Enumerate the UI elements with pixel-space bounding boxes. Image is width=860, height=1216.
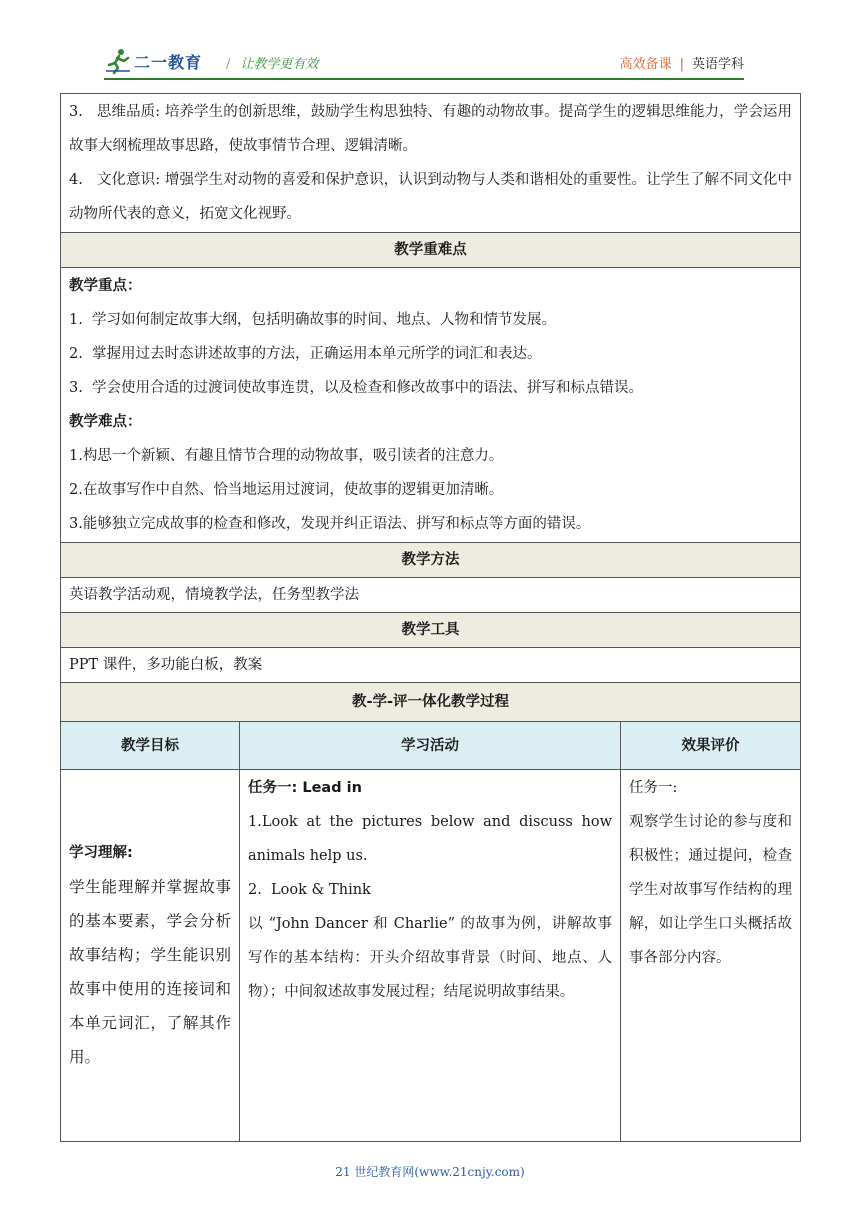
- slogan: [226, 53, 318, 72]
- methods-row: [61, 578, 801, 613]
- header-efficient-prep: 高效备课: [619, 57, 672, 72]
- activity-cell: [240, 770, 621, 1142]
- header-subject: [620, 53, 744, 72]
- column-header-evaluation: 效果评价: [621, 722, 801, 770]
- difficulty-item: 3.能够独立完成故事的检查和修改，发现并纠正语法、拼写和标点等方面的错误。: [69, 516, 591, 532]
- slash-divider: /: [226, 57, 231, 72]
- key-points-cell: [61, 268, 801, 543]
- tools-header-row: [61, 613, 801, 648]
- difficulty-item: 2.在故事写作中自然、恰当地运用过渡词，使故事的逻辑更加清晰。: [69, 482, 504, 498]
- column-header-goals: 教学目标: [61, 722, 240, 770]
- methods-content: 英语教学活动观，情境教学法，任务型教学法: [61, 578, 801, 613]
- objective-item: 3. 思维品质: 培养学生的创新思维，鼓励学生构思独特、有趣的动物故事。提高学生的逻辑思维能力，学会运用故事大纲梳理故事思路，使故事情节合理、逻辑清晰。: [69, 104, 792, 154]
- key-points-title: 教学重难点: [61, 233, 801, 268]
- tools-content: PPT 课件，多功能白板，教案: [61, 648, 801, 683]
- tools-title: 教学工具: [61, 613, 801, 648]
- objective-item: 4. 文化意识: 增强学生对动物的喜爱和保护意识，认识到动物与人类和谐相处的重要性。让学生了解不同文化中动物所代表的意义，拓宽文化视野。: [69, 172, 792, 222]
- header-separator: |: [679, 57, 684, 72]
- process-columns-row: [61, 722, 801, 770]
- key-points-row: [61, 268, 801, 543]
- focus-label: 教学重点：: [69, 278, 142, 294]
- header-divider-line: [104, 78, 744, 80]
- goal-label: 学习理解:: [69, 845, 133, 861]
- tools-row: [61, 648, 801, 683]
- column-header-activities: 学习活动: [240, 722, 621, 770]
- evaluation-cell: [621, 770, 801, 1142]
- lesson-plan-table: [60, 93, 801, 1142]
- process-task-row: [61, 770, 801, 1142]
- focus-item: 3. 学会使用合适的过渡词使故事连贯，以及检查和修改故事中的语法、拼写和标点错误。: [69, 380, 644, 396]
- activity-line: 1.Look at the pictures below and discuss how animals help us.: [248, 814, 612, 864]
- methods-header-row: [61, 543, 801, 578]
- activity-line: 以 “John Dancer 和 Charlie” 的故事为例，讲解故事写作的基本结构：开头介绍故事背景（时间、地点、人物）；中间叙述故事发展过程；结尾说明故事结果。: [248, 916, 612, 1000]
- methods-title: 教学方法: [61, 543, 801, 578]
- difficulty-item: 1.构思一个新颖、有趣且情节合理的动物故事，吸引读者的注意力。: [69, 448, 504, 464]
- key-points-header-row: [61, 233, 801, 268]
- eval-title: 任务一:: [629, 780, 678, 796]
- focus-item: 1. 学习如何制定故事大纲，包括明确故事的时间、地点、人物和情节发展。: [69, 312, 557, 328]
- focus-item: 2. 掌握用过去时态讲述故事的方法，正确运用本单元所学的词汇和表达。: [69, 346, 542, 362]
- activity-line: 2. Look & Think: [248, 882, 371, 898]
- difficulty-label: 教学难点：: [69, 414, 142, 430]
- logo-text: 二一教育: [134, 52, 203, 72]
- process-header-row: [61, 683, 801, 722]
- logo: [104, 46, 202, 76]
- objectives-cell: [61, 94, 801, 233]
- process-title: 教-学-评一体化教学过程: [61, 683, 801, 722]
- page-header: [104, 46, 744, 76]
- objectives-continued-row: [61, 94, 801, 233]
- runner-logo-icon: [104, 47, 132, 75]
- page-footer: 21 世纪教育网(www.21cnjy.com): [335, 1165, 525, 1179]
- eval-text: 观察学生讨论的参与度和积极性；通过提问，检查学生对故事写作结构的理解，如让学生口头概括故事各部分内容。: [629, 814, 792, 966]
- goal-text: 学生能理解并掌握故事的基本要素，学会分析故事结构；学生能识别故事中使用的连接词和本单元词汇，了解其作用。: [69, 878, 231, 1066]
- header-english-subject: 英语学科: [691, 57, 744, 72]
- slogan-text: 让教学更有效: [240, 57, 319, 72]
- goal-cell: [61, 770, 240, 1142]
- task-title: 任务一: Lead in: [248, 780, 362, 796]
